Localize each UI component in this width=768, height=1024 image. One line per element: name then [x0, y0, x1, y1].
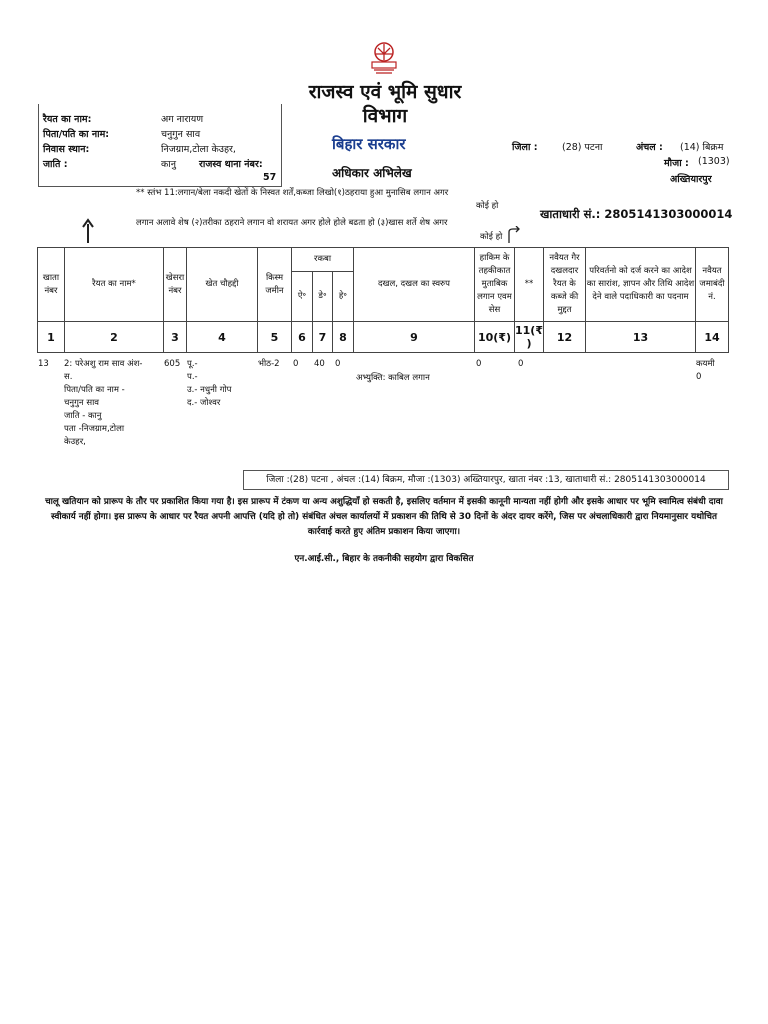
col-num: 10(₹): [475, 322, 515, 353]
header-khesra: खेसरा नंबर: [164, 248, 187, 322]
raiyat-info-box: [38, 104, 282, 187]
department-title: राजस्व एवं भूमि सुधार विभाग: [308, 81, 462, 127]
name-value: अग नारायण: [161, 114, 204, 125]
note-line-1b: कोई हो: [476, 201, 499, 211]
caste-label: जाति :: [43, 159, 68, 170]
header-decimal: डे॰: [313, 272, 333, 322]
col-num: 6: [292, 322, 313, 353]
row-col11: 0: [518, 359, 524, 369]
header-parivartan: परिवर्तनो को दर्ज करने का आदेश का सारांश, ज्ञापन और तिथि आदेश देने वाले पदाधिकारी का पदनाम: [586, 248, 696, 322]
residence-value: निजग्राम,टोला केउहर,: [161, 144, 236, 155]
government-name: बिहार सरकार: [332, 135, 406, 153]
row-hectare: 0: [335, 359, 341, 369]
residence-label: निवास स्थान:: [43, 144, 90, 155]
header-star: **: [515, 248, 544, 322]
khatadhari-number: खाताधारी सं.: 2805141303000014: [540, 207, 733, 221]
circle-label: अंचल :: [636, 142, 663, 153]
header-hakim: हाकिम के तहकीकात मुताबिक लगान एवम सेस: [475, 248, 515, 322]
col-num: 9: [354, 322, 475, 353]
district-label: जिला :: [512, 142, 538, 153]
row-khata: 13: [38, 359, 49, 369]
header-acre: ऐ॰: [292, 272, 313, 322]
nic-credit: एन.आई.सी., बिहार के तकनीकी सहयोग द्वारा विकसित: [294, 554, 474, 564]
row-raiyat: 2: परेअशु राम साव अंश- स. पिता/पति का नाम - चनुगुन साव जाति - कानु पता -निजग्राम,टोला केउहर,: [64, 359, 143, 447]
col-num: 4: [187, 322, 258, 353]
record-table: [37, 247, 729, 353]
header-hectare: हे॰: [333, 272, 354, 322]
col-num: 2: [65, 322, 164, 353]
row-hakim: 0: [476, 359, 482, 369]
row-chauhaddi: पू.- प.- उ.- नधुनी गोप द.- जोश्वर: [187, 359, 232, 408]
header-raiyat: रैयत का नाम*: [65, 248, 164, 322]
col-num: 5: [258, 322, 292, 353]
header-dakhal: दखल, दखल का स्वरुप: [354, 248, 475, 322]
row-decimal: 40: [314, 359, 325, 369]
record-title: अधिकार अभिलेख: [332, 166, 412, 180]
header-chauhaddi: खेत चौहद्दी: [187, 248, 258, 322]
row-dakhal: अभ्युक्ति: काबिल लगान: [356, 373, 430, 383]
bihar-emblem-icon: [364, 40, 404, 80]
col-num: 1: [38, 322, 65, 353]
father-value: चनुगुन साव: [161, 129, 201, 140]
village-name: अख्तियारपुर: [670, 174, 712, 185]
col-num: 14: [696, 322, 729, 353]
note-line-2b: कोई हो: [480, 232, 503, 242]
name-label: रैयत का नाम:: [43, 114, 92, 125]
disclaimer-text: चालू खतियान को प्रारूप के तौर पर प्रकाशित किया गया है। इस प्रारूप में टंकण या अन्य अशुद्धियाँ हो सकती है, इसलिए वर्तमान में इसकी कानूनी मान्यता नहीं होगी और इसके आधार पर भूमि स्वामित्व संबंधी दावा स्वीकार्य नहीं होगा। इस प्रारूप के आधार पर रैयत अपनी आपत्ति (यदि हो तो) संबंधित अंचल कार्यालयों में प्रकाशन की तिथि से 30 दिनों के अंदर दायर करेंगे, जिस पर अंचलाधिकारी द्वारा नियमानुसार यथोचित कार्रवाई करते हुए अंतिम प्रकाशन किया जाएगा।: [45, 497, 723, 537]
row-khesra: 605: [164, 359, 181, 369]
col-num: 3: [164, 322, 187, 353]
header-rakba: रकबा: [292, 248, 354, 272]
district-value: (28) पटना: [562, 142, 603, 153]
mauja-value: (1303): [698, 156, 730, 167]
mauja-label: मौजा :: [664, 158, 689, 169]
column-number-row: [38, 322, 729, 353]
row-jamabandi: कयमी 0: [696, 359, 715, 382]
col-num: 7: [313, 322, 333, 353]
col-num: 12: [544, 322, 586, 353]
up-arrow-icon: [82, 218, 94, 244]
father-label: पिता/पति का नाम:: [43, 129, 110, 140]
header-khata: खाता नंबर: [38, 248, 65, 322]
location-summary: जिला :(28) पटना , अंचल :(14) बिक्रम, मौजा :(1303) अख्तियारपुर, खाता नंबर :13, खाताधारी सं.: 2805141303000014: [243, 470, 729, 490]
header-jamabandi: नवैयत जमाबंदी नं.: [696, 248, 729, 322]
header-nawait: नवैयत गैर दखलदार रैयत के कब्जे की मुद्दत: [544, 248, 586, 322]
row-acre: 0: [293, 359, 299, 369]
caste-value: कानु: [161, 159, 177, 170]
col-num: 11(₹ ): [515, 322, 544, 353]
thana-label: राजस्व थाना नंबर:: [199, 159, 263, 170]
circle-value: (14) बिक्रम: [680, 142, 724, 153]
note-line-1: ** स्तंभ 11:लगान/बेला नकदी खेतों के निस्वत शर्तें,कब्जा लिखो(१)ठहराया हुआ मुनासिब लगान अगर: [136, 188, 449, 198]
thana-value: 57: [263, 172, 277, 183]
row-kism: भीठ-2: [258, 359, 280, 369]
col-num: 13: [586, 322, 696, 353]
curved-arrow-icon: [506, 226, 522, 244]
header-kism: किस्म जमीन: [258, 248, 292, 322]
note-line-2: लगान अलावे शेष (२)तरीका ठहराने लगान वो शरायत अगर होले होले बढता हो (३)खास शर्ते शेष अगर: [136, 218, 448, 228]
col-num: 8: [333, 322, 354, 353]
